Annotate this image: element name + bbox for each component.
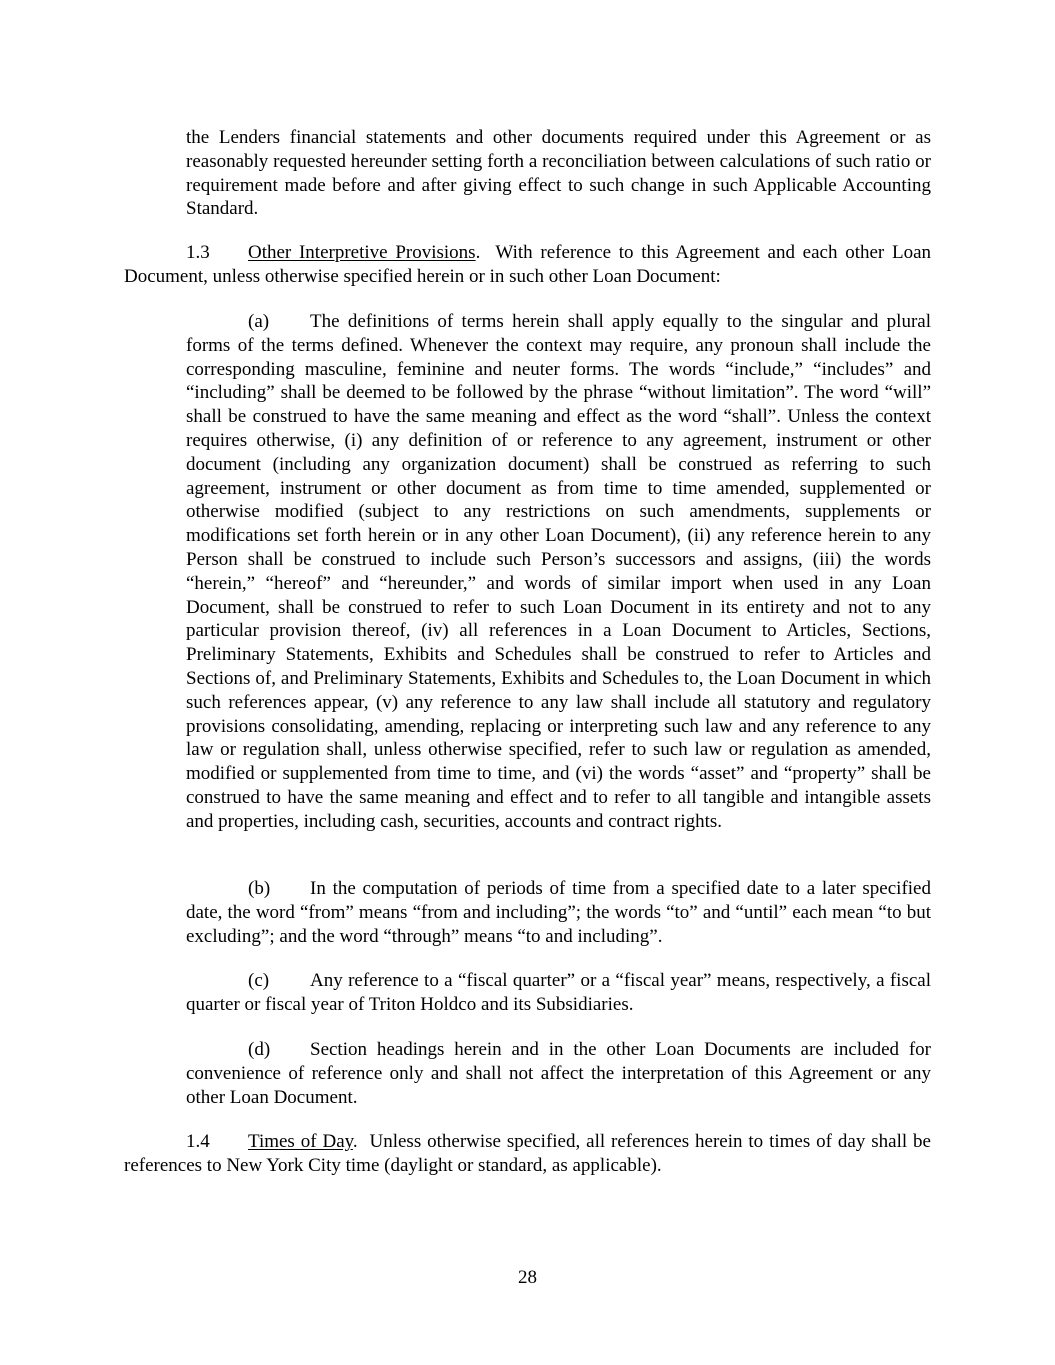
- page-number: 28: [518, 1267, 537, 1288]
- section-1-3-heading: Other Interpretive Provisions: [248, 242, 476, 263]
- clause-c-text: Any reference to a “fiscal quarter” or a “fiscal year” means, respectively, a fiscal quarter or fiscal year of Triton Holdco and its Subsidiaries.: [186, 970, 931, 1015]
- continuation-paragraph: the Lenders financial statements and other documents required under this Agreement or as reasonably requested hereunder setting forth a reconciliation between calculations of such ratio or requirement made before and after giving effect to such change in such Applicable Accounting Standard.: [186, 127, 931, 220]
- clause-a-label: (a): [248, 311, 270, 332]
- clause-c-paragraph: [186, 969, 931, 1017]
- section-1-3-text: With reference to this Agreement and each other Loan Document, unless otherwise specified herein or in such other Loan Document:: [124, 242, 936, 287]
- clause-b-text: In the computation of periods of time from a specified date to a later specified date, the word “from” means “from and including”; the words “to” and “until” each mean “to but excluding”; and the word “through” means “to and including”.: [186, 878, 931, 947]
- section-1-4-text: Unless otherwise specified, all references herein to times of day shall be references to New York City time (daylight or standard, as applicable).: [124, 1131, 936, 1176]
- clause-a-text: The definitions of terms herein shall apply equally to the singular and plural forms of the terms defined. Whenever the context may require, any pronoun shall include the corresponding masculine, feminine and neuter forms. The words “include,” “includes” and “including” shall be deemed to be followed by the phrase “without limitation”. The word “will” shall be construed to have the same meaning and effect as the word “shall”. Unless the context requires otherwise, (i) any definition of or reference to any agreement, instrument or other document (including any organization document) shall be construed as referring to such agreement, instrument or other document as from time to time amended, supplemented or otherwise modified (subject to any restrictions on such amendments, supplements or modifications set forth herein or in any other Loan Document), (ii) any reference herein to any Person shall be construed to include such Person’s successors and assigns, (iii) the words “herein,” “hereof” and “hereunder,” and words of similar import when used in any Loan Document, shall be construed to refer to such Loan Document in its entirety and not to any particular provision thereof, (iv) all references in a Loan Document to Articles, Sections, Preliminary Statements, Exhibits and Schedules shall be construed to refer to Articles and Sections of, and Preliminary Statements, Exhibits and Schedules to, the Loan Document in which such references appear, (v) any reference to any law shall include all statutory and regulatory provisions consolidating, amending, replacing or interpreting such law and any reference to any law or regulation shall, unless otherwise specified, refer to such law or regulation as amended, modified or supplemented from time to time, and (vi) the words “asset” and “property” shall be construed to have the same meaning and effect and to refer to all tangible and intangible assets and properties, including cash, securities, accounts and contract rights.: [186, 311, 931, 832]
- section-1-3-heading-punct: .: [475, 242, 481, 263]
- clause-c-label: (c): [248, 970, 270, 991]
- clause-d-text: Section headings herein and in the other Loan Documents are included for convenience of reference only and shall not affect the interpretation of this Agreement or any other Loan Document.: [186, 1039, 931, 1108]
- section-1-3-paragraph: [124, 241, 936, 289]
- clause-d-paragraph: [186, 1038, 931, 1109]
- section-1-4-heading-punct: .: [352, 1131, 358, 1152]
- section-1-4-heading: Times of Day: [248, 1131, 353, 1152]
- clause-d-label: (d): [248, 1039, 271, 1060]
- section-1-3-number: 1.3: [186, 242, 210, 263]
- clause-a-paragraph: [186, 310, 931, 834]
- clause-b-paragraph: [186, 877, 931, 948]
- section-1-4-number: 1.4: [186, 1131, 210, 1152]
- section-1-4-paragraph: [124, 1130, 936, 1178]
- clause-b-label: (b): [248, 878, 271, 899]
